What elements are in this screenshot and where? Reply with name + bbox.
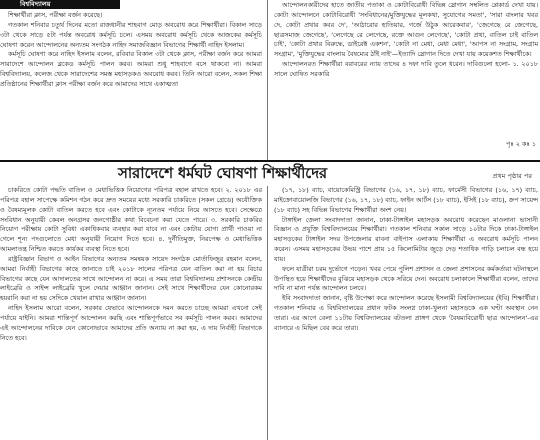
section-banner: [0, 0, 120, 9]
upper-article-section: [0, 0, 540, 160]
continued-note: প্রথম পৃষ্ঠার পর: [492, 172, 532, 180]
section-banner-label: বিশ্ববিদ্যালয়: [20, 0, 51, 8]
lower-right-column: [274, 186, 538, 440]
upper-left-para-1: শিক্ষার্থীরা ক্লাস, পরীক্ষা বর্জন করেছে।: [8, 11, 103, 19]
lower-right-para-4: ইবি সংবাদদাতা জানান, বৃষ্টি উপেক্ষা করে আন্দোলন করেছে ইসলামী বিশ্ববিদ্যালয়ের (ইবি) শিক্ষার্থীরা। গতকাল শনিবার এ বিশ্ববিদ্যালয়ের প্রধান ফটক সংলগ্ন ঢাকা-খুলনা মহাসড়কে এক ঘণ্টা অবস্থান নেন তারা। এর আগে বেলা ১১টায় বিশ্ববিদ্যালয়ের বটতলা প্রাঙ্গণ থেকে 'বৈষম্যবিরোধী ছাত্র আন্দোলন'-এর ব্যানারে এ মিছিল বের করে তারা।: [274, 294, 538, 332]
headline-bar: [0, 160, 540, 184]
upper-left-para-2: গতকাল শনিবার চতুর্থ দিনের মতো রাজধানীর শাহবাগ মোড় অবরোধ করে শিক্ষার্থীরা। বিকাল সাড়ে ৩টা থেকে সাড়ে ৫টা পর্যন্ত অবরোধ কর্মসূচি চলে। এসময় অবরোধ কর্মসূচি থেকে আজকের কর্মসূচি ঘোষণা করেন আন্দোলনের অন্যতম সংগঠক নাহিদ সমাজবিজ্ঞান বিভাগের শিক্ষার্থী নাহিদ ইসলাম।: [0, 20, 262, 49]
lower-left-para-2: রাষ্ট্রবিজ্ঞান বিভাগ ও আইন বিভাগের অন্যতম সমন্বয়ক সায়েদ সংগঠক মোর্তাফিজুর রহমান বলেন, আমরা নির্বাহী বিভাগের কাছে জানাতে চাই ২০১৮ সালের পরিপত্র যেন বাতিল করা না হয় বিচার বিভাগের কাছে যেন আদালতের সাথে আন্দোলন না করে। এ সময় তারা বিশ্ববিদ্যালয় প্রশাসনকে কেন্দ্রীয় লাইব্রেরি ও সাইন্স লাইব্রেরি খুলে দেয়ার আহ্বান জানান। সেই সাথে শিক্ষার্থীদের যেন কোনোরকম হয়রানি করা না হয় সেদিকে খেয়াল রাখার আহ্বান জানান।: [0, 254, 262, 303]
column-divider-top: [267, 0, 268, 160]
lower-left-column: [0, 186, 262, 440]
column-divider-bottom: [267, 186, 268, 440]
page-jump-tag: পৃঃ ২ কঃ ১: [505, 140, 536, 148]
upper-right-para-1: আন্দোলনকারীদের হাতে জাতীয় পতাকা ও কোটাবিরোধী বিভিন্ন স্লোগান সম্বলিত প্লেকার্ড দেখা যায়। কোটা আন্দোলনে কোটাবিরোধী 'সংবিধানের/মুক্তিযুদ্ধের মূলকথা, সুযোগের সমতা', 'সারা বাংলার খবর দে, কোটা প্রথার কবর দে', 'আঠারোর হাতিয়ার, গর্জে উঠুক আরেকবার', 'জেগেছে রে জেগেছে, ছাত্রসমাজ জেগেছে', 'লেগেছে রে লেগেছে, রক্তে আগুন লেগেছে', 'কোটা প্রথা, বাতিল চাই বাতিল চাই', 'কোটা প্রথার বিরুদ্ধে, ডাইরেক্ট একশন', 'কোটা না মেধা, মেধা মেধা', 'আপস না সংগ্রাম, সংগ্রাম সংগ্রাম', 'মুক্তিযুদ্ধের বাংলায় বৈষম্যের ঠাঁই নাই'—ইত্যাদি স্লোগান দিতে দেখা যায় কয়েকশত শিক্ষার্থীকে।: [274, 1, 538, 59]
upper-left-column: [0, 11, 262, 158]
upper-right-column: [274, 1, 538, 153]
lower-right-para-1: (১৭, ১৮) ব্যাচ, বায়োকেমিস্ট্রি বিভাগের (১৬, ১৭, ১৮) ব্যাচ, ফার্মেসী বিভাগের (১৬, ১৭) ব্যাচ, মাইক্রোবায়োলজি বিভাগের (১৬, ১৭, ১৮) ব্যাচ, ফাইন আর্টস (১৮ ব্যাচ), ইসিই (১৮ ব্যাচ), ক্রপ সায়েন্স (১৮ ব্যাচ) সহ বিভিন্ন বিভাগের শিক্ষার্থীরা অংশ নেয়।: [274, 186, 538, 214]
article-headline: সারাদেশে ধর্মঘট ঘোষণা শিক্ষার্থীদের: [118, 164, 327, 182]
lower-left-para-1: চাকরিতে কোটা পদ্ধতি বাতিল ও মেধাভিত্তিক নিয়োগের পরিপত্র বহাল রাখতে হবে। ২. ২০১৮ এর পরিপত্র বহাল সাপেক্ষে কমিশন গঠন করে দ্রুত সময়ের মধ্যে সরকারি চাকরিতে (সকল গ্রেডে) অযৌক্তিক ও বৈষম্যমূলক কোটা বাতিল করতে হবে এবং কোটাকে ন্যূনতম পর্যায়ে নিয়ে আসতে হবে। সেক্ষেত্রে সংবিধান অনুযায়ী কেবল অনগ্রসর জনগোষ্ঠীর কথা বিবেচনা করা যেতে পারে। ৩. সরকারি চাকরির নিয়োগ পরীক্ষায় কোটা সুবিধা একাধিকবার ব্যবহার করা যাবে না এবং কোটায় যোগ্য প্রার্থী পাওয়া না গেলে শূন্য পদগুলোতে মেধা অনুযায়ী নিয়োগ দিতে হবে। ৪. দুর্নীতিমুক্ত, নিরপেক্ষ ও মেধাভিত্তিক আমলাতন্ত্র নিশ্চিত করতে কার্যকর ব্যবস্থা নিতে হবে।: [0, 186, 262, 254]
upper-left-para-3: কর্মসূচি ঘোষণা করে নাহিদ ইসলাম বলেন, রবিবার বিকাল ৩টা থেকে ক্লাস, পরীক্ষা বর্জন করে আমরা সারাদেশে আন্দোলন ব্লকেড কর্মসূচি পালন করব। আমরা শুধু শাহবাগে বসে থাকবো না। আমরা বিশ্ববিদ্যালয়, কলেজ থেকে সারাদেশের সমস্ত মহাসড়কও অবরোধ করব। তিনি আরো বলেন, সকল শিক্ষা প্রতিষ্ঠানের শিক্ষার্থীরা ক্লাস পরীক্ষা বর্জন করে আমাদের সাথে একাত্মতা: [0, 50, 262, 88]
upper-right-para-2: আন্দোলনরত শিক্ষার্থীরা বরাবরের ন্যায় তাদের ৪ দফা দাবি তুলে ধরেন। দাবিগুলো হলো- ১. ২০১৮ সালে ঘোষিত সরকারি: [274, 60, 538, 78]
lower-left-para-3: নাহিদ ইসলাম আরো বলেন, সরকার যেভাবে আন্দোলনকে দমন করতে চাচ্ছে আমরা এখনো সেই পর্যায়ে যাইনি। আমরা শান্তিপূর্ণ আন্দোলন করছি এবং শান্তিপূর্ণভাবে সব কর্মসূচি পালন করব। আমাদের এই আন্দোলনের দাবিকে যেন কোনোভাবে আমাদের প্রতি অন্যায় না করা হয়, এ দায় নির্বাহী বিভাগকে নিতে হবে।: [0, 304, 262, 342]
lower-right-para-2: টাঙ্গাইল জেলা সংবাদদাতা জানান, ঢাকা-টাঙ্গাইল মহাসড়ক অবরোধ করেছেন মাওলানা ভাসানী বিজ্ঞান ও প্রযুক্তি বিশ্ববিদ্যালয়ের শিক্ষার্থীরা। গতকাল শনিবার সকাল সাড়ে ১০টার দিকে ঢাকা-টাঙ্গাইল মহাসড়কের টাঙ্গাইল সদর উপজেলার রাবনা বাইপাস এলাকায় শিক্ষার্থীরা এ অবরোধ কর্মসূচি পালন করেন। এসময় মহাসড়কের উভয় পাশে প্রায় ১৫ কিলোমিটার জুড়ে দেড় শতাধিক গাড়ি চলাচল বন্ধ হয়ে যায়।: [274, 215, 538, 263]
lower-right-para-3: ফলে যাত্রীরা চরম দুর্ভোগে পড়েন। খবর পেয়ে পুলিশ প্রশাসন ও জেলা প্রশাসনের কর্মকর্তারা ঘটনাস্থলে উপস্থিত হয়ে শিক্ষার্থীদের বুঝিয়ে মহাসড়ক থেকে সরিয়ে দেন। অবরোধ চলাকালে শিক্ষার্থীরা বলেন, তাদের দাবি না মানা পর্যন্ত আন্দোলন চলবে।: [274, 264, 538, 293]
